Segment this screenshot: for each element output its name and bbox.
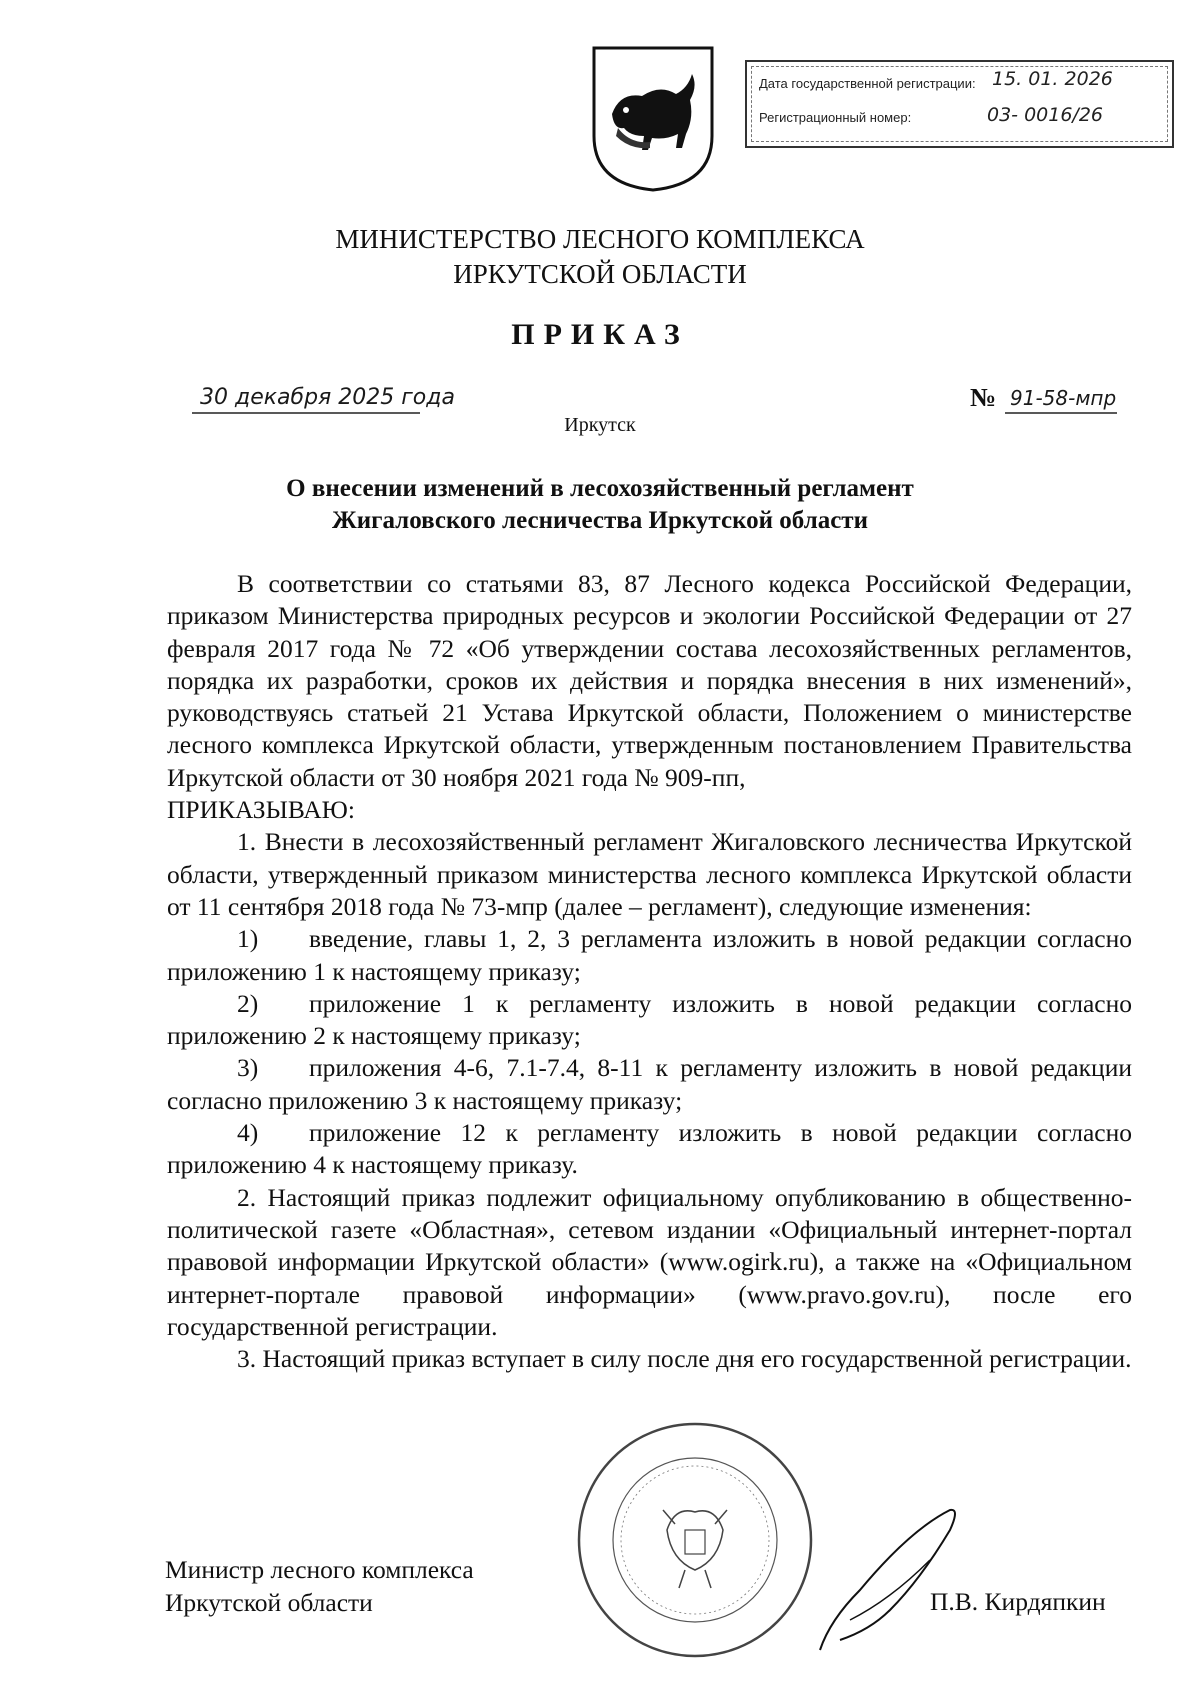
list-item	[167, 988, 1132, 1053]
order-number-prefix: №	[970, 383, 997, 412]
coat-of-arms-icon	[590, 44, 716, 192]
order-number: 91-58-мпр	[1010, 386, 1117, 410]
list-item	[167, 1052, 1132, 1117]
list-item-text: приложение 12 к регламенту изложить в новой редакции согласно приложению 4 к настоящему приказу.	[167, 1118, 1132, 1180]
list-item	[167, 923, 1132, 988]
point-1-paragraph: 1. Внести в лесохозяйственный регламент Жигаловского лесничества Иркутской области, утвержденный приказом министерства лесного комплекса Иркутской области от 11 сентября 2018 года № 73-мпр (далее – регламент), следующие изменения:	[167, 827, 1132, 921]
signer-position	[165, 1553, 474, 1619]
registration-stamp	[745, 60, 1174, 148]
registration-number-label: Регистрационный номер:	[759, 110, 912, 125]
signer-position-line-1: Министр лесного комплекса	[165, 1555, 474, 1584]
signer-position-line-2: Иркутской области	[165, 1588, 373, 1617]
point-2-paragraph: 2. Настоящий приказ подлежит официальному опубликованию в общественно-политической газете «Областная», сетевом издании «Официальный интернет-портал правовой информации Иркутской области» (www.ogirk.ru), а также на «Официальном интернет-портале правовой информации» (www.pravo.gov.ru), после его государственной регистрации.	[167, 1182, 1132, 1341]
point-3-paragraph: 3. Настоящий приказ вступает в силу после дня его государственной регистрации.	[237, 1344, 1132, 1374]
list-item-text: приложение 1 к регламенту изложить в новой редакции согласно приложению 2 к настоящему приказу;	[167, 988, 1132, 1051]
ministry-line-1: МИНИСТЕРСТВО ЛЕСНОГО КОМПЛЕКСА	[335, 224, 865, 254]
signature-icon	[800, 1500, 970, 1660]
official-seal-icon	[575, 1420, 815, 1660]
document-type: ПРИКАЗ	[511, 318, 689, 351]
signer-name: П.В. Кирдяпкин	[930, 1587, 1106, 1616]
preamble-paragraph: В соответствии со статьями 83, 87 Лесного кодекса Российской Федерации, приказом Министерства природных ресурсов и экологии Российской Федерации от 27 февраля 2017 года № 72 «Об утверждении состава лесохозяйственных регламентов, порядка их разработки, сроков их действия и порядка внесения в них изменений», руководствуясь статьей 21 Устава Иркутской области, Положением о министерстве лесного комплекса Иркутской области, утвержденным постановлением Правительства Иркутской области от 30 ноября 2021 года № 909-пп,	[167, 569, 1132, 792]
document-body	[167, 568, 1132, 1375]
document-title-line-1: О внесении изменений в лесохозяйственный регламент	[286, 475, 914, 502]
document-title	[0, 473, 1200, 537]
registration-date-label: Дата государственной регистрации:	[759, 76, 976, 91]
order-word: ПРИКАЗЫВАЮ:	[167, 795, 355, 825]
registration-date-value: 15. 01. 2026	[992, 68, 1113, 90]
ministry-line-2: ИРКУТСКОЙ ОБЛАСТИ	[453, 259, 747, 289]
list-item-number: 2)	[237, 988, 259, 1018]
list-item-number: 4)	[237, 1118, 259, 1148]
list-item	[167, 1117, 1132, 1182]
city-label: Иркутск	[564, 414, 636, 436]
document-title-line-2: Жигаловского лесничества Иркутской области	[331, 507, 868, 534]
list-item-number: 3)	[237, 1053, 259, 1083]
order-date: 30 декабря 2025 года	[200, 385, 455, 410]
ministry-header	[0, 222, 1200, 292]
list-item-text: приложения 4-6, 7.1-7.4, 8-11 к регламенту изложить в новой редакции согласно приложению 3 к настоящему приказу;	[167, 1053, 1132, 1115]
registration-number-value: 03- 0016/26	[987, 104, 1104, 126]
list-item-text: введение, главы 1, 2, 3 регламента изложить в новой редакции согласно приложению 1 к настоящему приказу;	[167, 924, 1132, 986]
list-item-number: 1)	[237, 924, 259, 954]
